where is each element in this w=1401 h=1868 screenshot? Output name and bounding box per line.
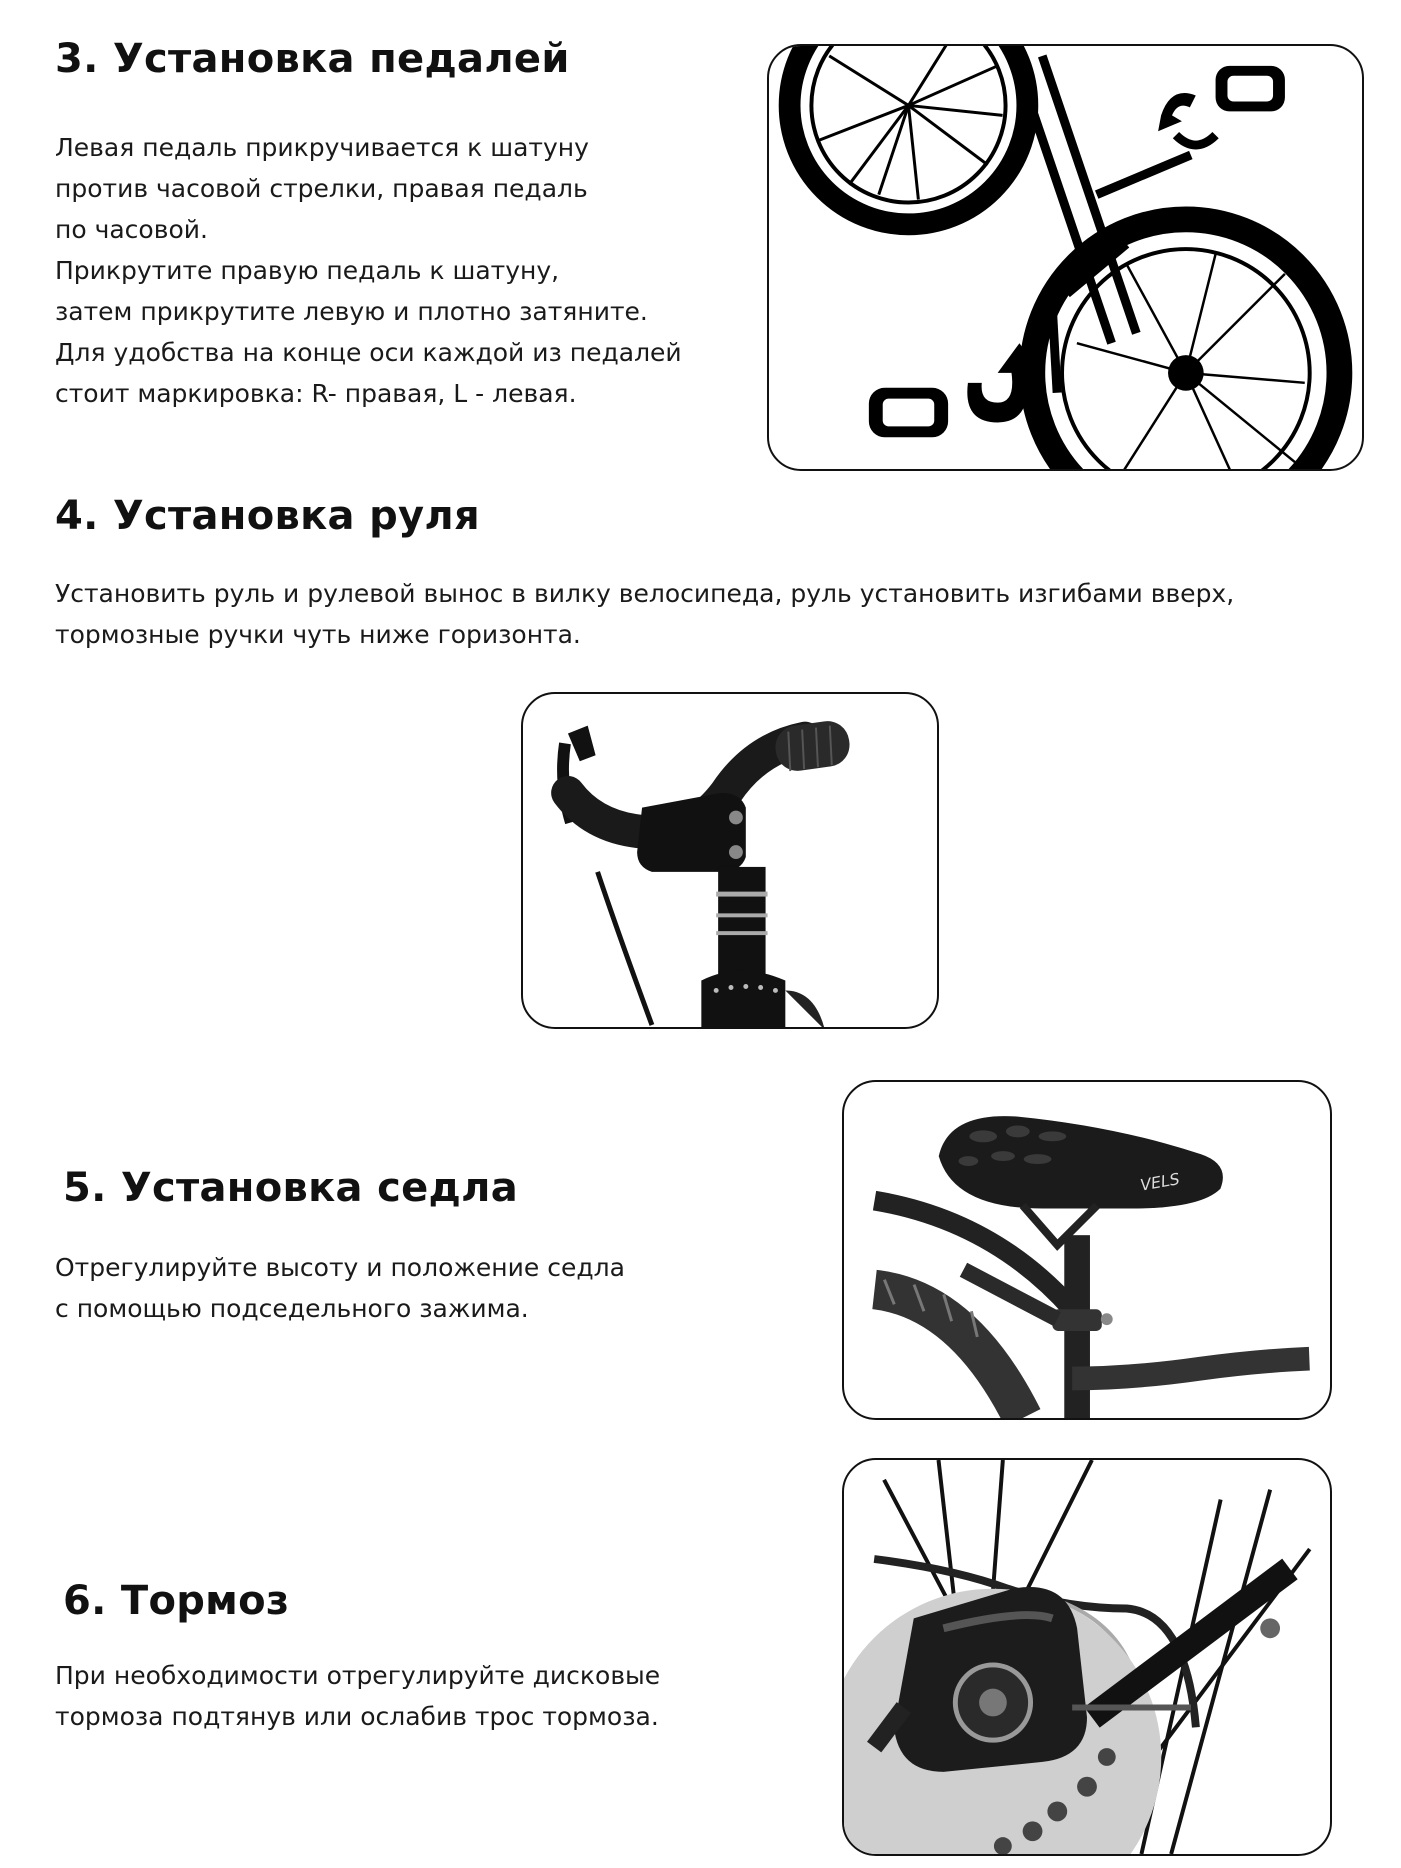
brake-image bbox=[842, 1458, 1332, 1856]
text-line: тормозные ручки чуть ниже горизонта. bbox=[55, 620, 581, 649]
section-4-text bbox=[55, 573, 1234, 655]
section-5-text bbox=[55, 1247, 625, 1329]
section-5-title: 5. Установка седла bbox=[63, 1165, 519, 1211]
text-line: Прикрутите правую педаль к шатуну, bbox=[55, 256, 560, 285]
pedal-installation-image bbox=[767, 44, 1364, 471]
section-3-text bbox=[55, 127, 682, 414]
text-line: стоит маркировка: R- правая, L - левая. bbox=[55, 379, 577, 408]
text-line: Установить руль и рулевой вынос в вилку велосипеда, руль установить изгибами вверх, bbox=[55, 579, 1235, 608]
brake-photo bbox=[844, 1460, 1330, 1854]
handlebar-photo bbox=[523, 694, 937, 1027]
text-line: затем прикрутите левую и плотно затяните. bbox=[55, 297, 648, 326]
front-wheel-graphic bbox=[1032, 219, 1339, 469]
text-line: Для удобства на конце оси каждой из педалей bbox=[55, 338, 682, 367]
saddle-photo bbox=[844, 1082, 1330, 1418]
saddle-installation-image bbox=[842, 1080, 1332, 1420]
text-line: Отрегулируйте высоту и положение седла bbox=[55, 1253, 625, 1282]
text-line: При необходимости отрегулируйте дисковые bbox=[55, 1661, 661, 1690]
section-4-title: 4. Установка руля bbox=[55, 493, 480, 539]
rear-wheel-graphic bbox=[790, 46, 1028, 224]
left-pedal-graphic bbox=[869, 343, 1041, 437]
saddle-brand-label: VELS bbox=[1138, 1169, 1182, 1195]
text-line: тормоза подтянув или ослабив трос тормоза. bbox=[55, 1702, 659, 1731]
handlebar-installation-image bbox=[521, 692, 939, 1029]
section-6-text bbox=[55, 1655, 660, 1737]
text-line: Левая педаль прикручивается к шатуну bbox=[55, 133, 589, 162]
text-line: по часовой. bbox=[55, 215, 208, 244]
right-pedal-graphic bbox=[1158, 66, 1285, 145]
section-3-title: 3. Установка педалей bbox=[55, 36, 570, 82]
text-line: против часовой стрелки, правая педаль bbox=[55, 174, 588, 203]
pedal-illustration bbox=[769, 46, 1362, 469]
text-line: с помощью подседельного зажима. bbox=[55, 1294, 529, 1323]
section-6-title: 6. Тормоз bbox=[63, 1578, 290, 1624]
